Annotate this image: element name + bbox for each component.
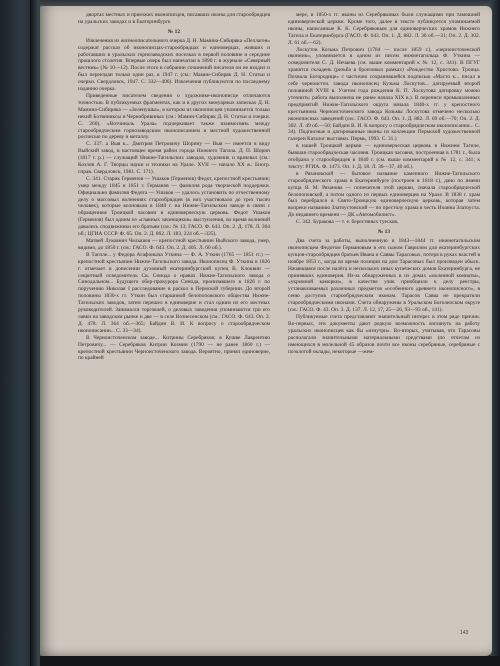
paragraph: Извлечения из жизнеописательного очерка Д. Н. Мамина-Сибиряка «Пеллагея» содержат рассказ об иконописцах-старообрядцах и единоверцах, живших и работавших в уральских горнозаводских поселках в первой половине и середине прошлого столетия. Впервые очерк был напечатан в 1890 г. в журнале «Северный вестник» (№ 10—12). После этого в собрании сочинений писателя он не входил и был переиздан только один раз, в 1947 г. (см.: Мамин-Сибиряк Д. Н. Статьи и очерки. Свердловск, 1947. С. 332—406). Извлечения публикуются по последнему изданию очерка. (78, 37, 270, 93)
paragraph: С. 342. Буракова — т. е. берестяных туесков. (296, 219, 399, 226)
book-cover-bottom (40, 656, 500, 666)
right-text-column (288, 12, 480, 355)
section-heading: № 12 (167, 28, 181, 35)
left-text-column (78, 12, 270, 362)
paragraph: в Рязановской — бытовое название каменного Нижне-Тагильского старообрядческого храма в Екатеринбурге (построен в 1818 г.), дано по имени купца Я. М. Рязанова — попечителя этой церкви, сначала старообрядческой белопоповской, а потом одного из первых единоверцев на Урале. В 1838 г. храм был перебрался в Свято-Троицкую единоверческую церковь, которая затем вопреки названию Златоустовский — по престолу храма в честь Иоанна Златоуста. До недавнего времени — ДК «Автомобилист». (288, 170, 480, 219)
paragraph: В Тагиле... у Федора Агафоныча Уткина — Ф. А. Уткин (1765 — 1851 гг.) — крепостной крестьянин Нижне-Тагильского завода. Иконописец Ф. Уткина в 1826 г. отмечает в донесении духовный екатеринбургский купец В. Клоквин — секретный осведомитель Св. Синода о нравах Нижне-Тагильского завода о Синодальном... Будущего обер-прокурора Синода, пронизавшего в 1826 г. по поручению Николая I расследование в раскол в Пермской губернии. До второй половины 1830-х гг. Уткин был старшиной белопоповского общества Нижне-Тагильских заводов, затем перешел в единоверие и стал одним из его местных руководителей. Занимался торговлей, о деловых заведения упоминаются три его лавки на заводском рынке и две — в селе Вознесенском (см.: ГАСО. Ф. 643. Оп. 2. Д. 478. Л. 364 об.—365; Байдин В. И. К вопросу о старообрядческом иконописании... С. 33—34). (78, 251, 270, 334)
paragraph: мере, в 1850-х гг. иконы из Серебряковых были служащими при тамошней единоверческой церкви. Кроме того, далее в тексте публикуется упоминаемой иконы, написанные К. К. Серебряковым для единоверческих храмов Нижнего Тагила и Екатеринбурга (ГАСО. Ф. 643. Оп. 1. Д. 882. Л. 30 об.—31; Оп. 2. Д. 302. Л. 61 об.—62). (288, 12, 480, 46)
paragraph: Два счета за работы, выполненную в 1843—1844 гг. нижнетагильским иконописцем Федотом Германовым и его сыном Гаврилом для екатеринбургских купцов-старообрядцев братьев Ивана и Саввы Тарасовых, потеря в руках властей в ноябре 1853 г., когда во время полиции на дом Тарасовых был произведен обыск. Начавшаяся после налёта и нескольких иных купеческих домов Екатеринбурга, не принявших единоверия. Из-за обнаруженных в их домах «моленной комнаты», «укромной каморки», в качестве улик приобщили к делу реестры, устанавливаемых различных предметов «особенного древнего иконописного», в сеню доступов старообрядческим иконам. Тарасов Савва не прекратили старообрядческими иконами. Счета обнаружены в Уральском Боголепском округе (см.: ГАСО. Ф. 43. Оп. 3. Д. 137. Л. 12, 17, 25—26, 93—93 об., 141). (288, 238, 480, 314)
paragraph: Публикуемые счета представляют значительный интерес в этом ряде причин. Во-первых, эти документы дают редкую возможность взглянуть на работу уральских иконописцев как бы «изнутри». Во-вторых, учитывая, что Тарасовы располагали значительными материальными средствами (по отчетам из имеющихся в молельной 45 образов почти все иконы серебряные, серебряные с позолотой оклады, некоторые —жем- (288, 313, 480, 355)
paragraph: Приведенные писателем сведения о художнике-иконописце отличаются точностью. В публикуемых фрагментах, как и в других мемуарных записках Д. Н. Мамина-Сибиряка — «Зеленушка», в котором из иконописцев упоминается только некий Ботвиниксы и Чернобривиных (см.: Мамин-Сибиряк Д. Н. Статьи и очерки. С. 260), «Вотчиналь Урала» подчеркивает также взаимосвязь между старообрядческим горнозаводским иконописанием и местной художественной росписью по дереву и металлу. (78, 92, 270, 141)
paragraph: двортах местных и приезжих иконописцев, писавших иконы для старообрядцев на уральских заводах и в Екатеринбурге. (78, 12, 270, 25)
paragraph: С. 341. Старик Герменов — Ушаков (Герменов) Федот, крепостной крестьянин; умер между 1845 и 1851 г. Германов — фамилия рода творческой поддержки. Официально фамилия Федота — Ушаков — удалось установить по отчественному делу о массовых волнениях старообрядцев (в них участвовало до трех тысяч человек), которые волновали в 1840 г. на Нижне-Тагильском заводе в связи с обращением Троицкой часовни в единоверческую церковь. Федот Ушаков (Герменов) был одним из «главных зачинщиков» выступления, во время волнений давались сподвижники его братьям (см.: № 13; ГАСО. Ф. 643. Оп. 2. Д. 178. Л. 364 об.; ЦГИА СССР. Ф. 65. Оп. 2. Д. 862. Л. 183, 224 об.—325). (78, 175, 270, 238)
paragraph: Матвей Лукоянич Челышев — крепостной крестьянин Выйского завода, умер, видимо, до 1850 г. (см.: ГАСО. Ф. 643. Оп. 2. Д. 405. Л. 60 об.). (78, 238, 270, 251)
paragraph: в нашей Троицкой церкви — единоверческая церковь в Нижнем Тагиле, бывшая старообрядческая часовня. Троицкая часовня, построенная в 1781 г., была отобрана у старообрядцев в 1840 г. (см. выше комментарий к № 12, с. 341; к тексту: РГИА. Ф. 1473. Оп. 1. Д. 18. Л. 36—37, 40 об.). (288, 143, 480, 170)
page-number: 143 (460, 630, 469, 636)
paragraph: В Черноисточенском заводе... Китрины Серебряков; в Кушве Лаврентию Петровичу... — Серебряков Китрин Козмин (1790 — не ранее 1860 г.) — крепостной крестьянин Черноисточенского завода. Вероятно, принял единоверие, по крайней (78, 334, 270, 362)
section-heading: № 13 (377, 229, 391, 236)
paragraph: Лоскутов Козьма Петрович (1784 — после 1859 г.), «черноисточенской иконник», упоминается в одном из писем нижнетагильца Ф. Уткина — осведомителя С. Д. Нечаева (см. выше комментарий к № 12, с. 341). В ПГУГ хранятся складень (резьба в бронзовых рамках) «Рождество Христово. Троица. Похвала Богородице» с частично сохранившейся подписью «Масто к... писал в себе черноисточ. завода иконописец Кузьма Лоскутов... датируемый второй половиной XVIII в. Учетом года рождения К. П. Лоскутова датировку можно уточнить: работа выполнена не ранее начала XIX в.). В переписи промышленных предприятий Нижне-Тагильского округа начала 1840-х гг. у крепостного крестьянина Черноисточенского завода Козьмы Лоскутова отмечено несколько иконописных заведений (см.: ГАСО. Ф. 643. Оп. 1. Д. 882. Л. 69 об.—70; Оп. 2. Д. 302. Л. 49 об.—50; Байдин В. И. К вопросу о старообрядческом иконописании... С. 34). Подписные и датированные иконы из коллекции Пермской художественной галереи Каталог выставки. Пермь, 1993. С. 31.) (288, 46, 480, 143)
paragraph: С. 337. а Выя к... Дмитрия Петровичу Шорину — Выя — имеется в виду Выйский завод, в настоящее время район города Нижнего Тагила. Д. П. Шорин (1817 г. р.) — служащий Нижне-Тагильских заводов, художник и врачевал (см.: Козлов А. Г. Творцы науки и техники на Урале. XVII — начало XX в.: Биогр. справ. Свердловск, 1981. С. 171). (78, 141, 270, 175)
book-page (40, 6, 492, 656)
